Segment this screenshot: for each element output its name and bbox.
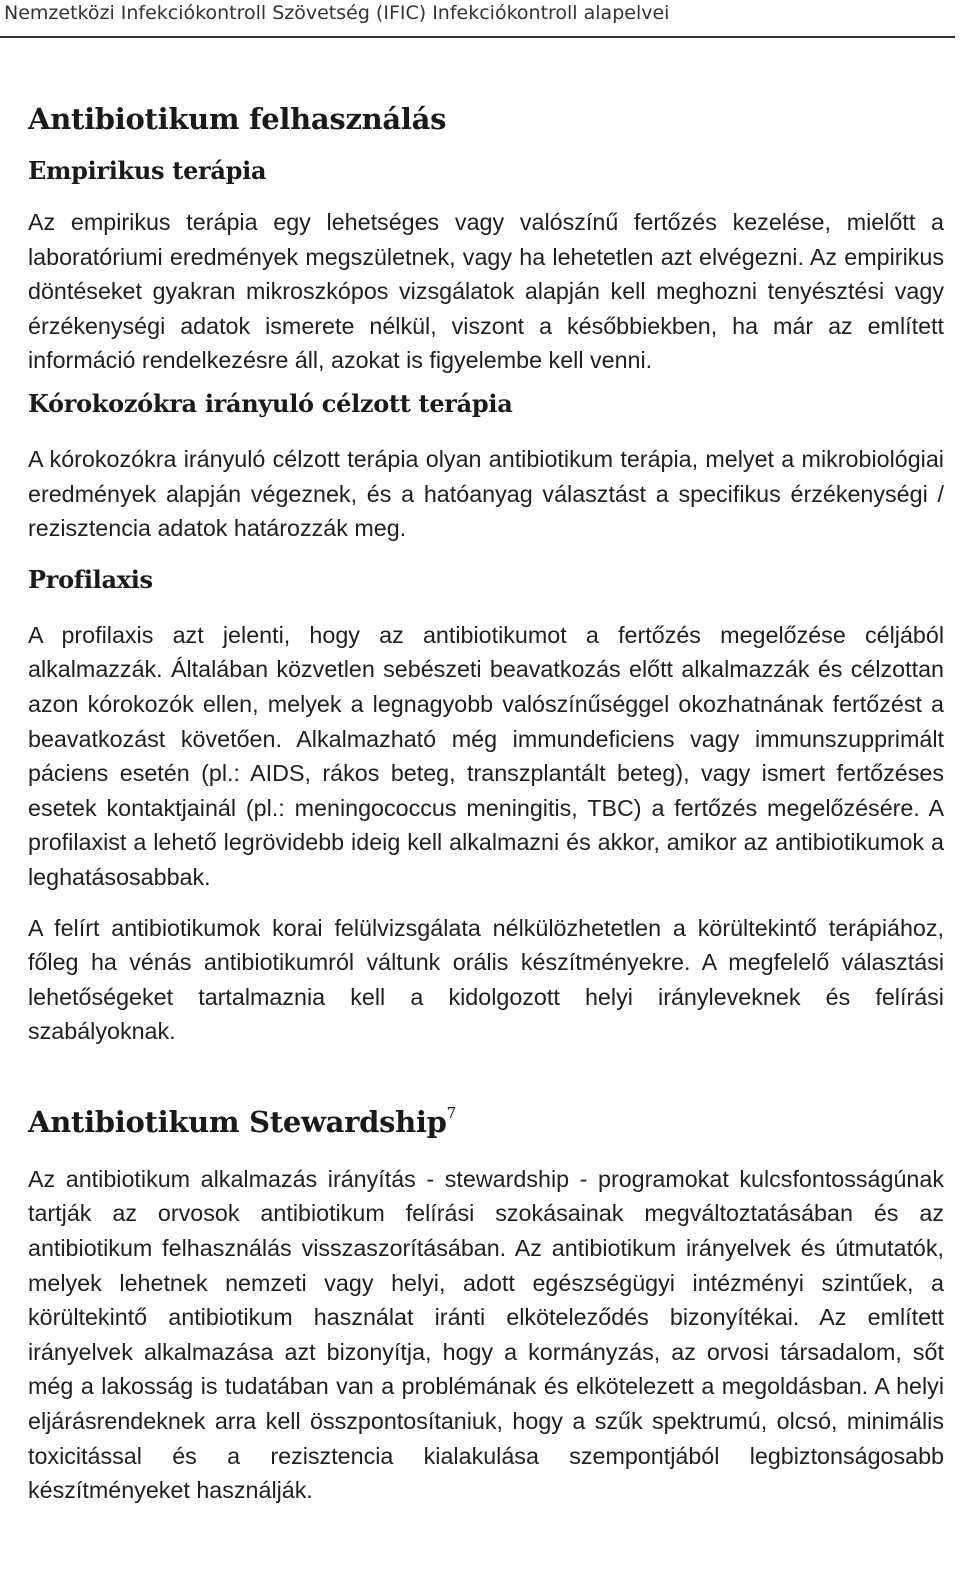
- heading-targeted-therapy: Kórokozókra irányuló célzott terápia: [28, 388, 513, 418]
- stewardship-title-text: Antibiotikum Stewardship: [28, 1104, 447, 1139]
- header-divider: [0, 36, 955, 38]
- paragraph-prescription-review: A felírt antibiotikumok korai felülvizsgálata nélkülözhetetlen a körültekintő terápiához, főleg ha vénás antibiotikumról váltunk orális készítményekre. A megfelelő választási lehetőségeket tartalmaznia kell a kidolgozott helyi irányleveknek és felírási szabályoknak.: [28, 914, 944, 1045]
- document-body: [28, 95, 944, 1508]
- section-title-antibiotic-use: Antibiotikum felhasználás: [28, 102, 447, 136]
- paragraph-targeted-therapy: A kórokozókra irányuló célzott terápia olyan antibiotikum terápia, melyet a mikrobiológiai eredmények alapján végeznek, és a hatóanyag választást a specifikus érzékenységi / rezisztencia adatok határozzák meg.: [28, 445, 944, 542]
- section-title-stewardship: [28, 1089, 944, 1146]
- paragraph-prophylaxis: A profilaxis azt jelenti, hogy az antibiotikumot a fertőzés megelőzése céljából alkalmazzák. Általában közvetlen sebészeti beavatkozás előtt alkalmazzák és célzottan azon kórokozók ellen, melyek a legnagyobb valószínűséggel okozhatnának fertőzést a beavatkozást követően. Alkalmazható még immundeficiens vagy immunszupprimált páciens esetén (pl.: AIDS, rákos beteg, transzplantált beteg), vagy ismert fertőzéses esetek kontaktjainál (pl.: meningococcus meningitis, TBC) a fertőzés megelőzésére. A profilaxist a lehető legrövidebb ideig kell alkalmazni és akkor, amikor az antibiotikumok a leghatásosabbak.: [28, 621, 944, 890]
- footnote-reference[interactable]: 7: [446, 1103, 456, 1122]
- heading-prophylaxis: Profilaxis: [28, 564, 153, 594]
- paragraph-stewardship: Az antibiotikum alkalmazás irányítás - stewardship - programokat kulcsfontosságúnak tartják az orvosok antibiotikum felírási szokásainak megváltoztatásában és az antibiotikum felhasználás visszaszorításában. Az antibiotikum irányelvek és útmutatók, melyek lehetnek nemzeti vagy helyi, adott egészségügyi intézményi szintűek, a körültekintő antibiotikum használat iránti elköteleződés bizonyítékai. Az említett irányelvek alkalmazása azt bizonyítja, hogy a kormányzás, az orvosi társadalom, sőt még a lakosság is tudatában van a problémának és elkötelezett a megoldásban. A helyi eljárásrendeknek arra kell összpontosítaniuk, hogy a szűk spektrumú, olcsó, minimális toxicitással és a rezisztencia kialakulása szempontjából legbiztonságosabb készítményeket használják.: [28, 1165, 944, 1504]
- heading-empiric-therapy: Empirikus terápia: [28, 156, 267, 185]
- paragraph-empiric-therapy: Az empirikus terápia egy lehetséges vagy valószínű fertőzés kezelése, mielőtt a laboratóriumi eredmények megszületnek, vagy ha lehetetlen azt elvégezni. Az empirikus döntéseket gyakran mikroszkópos vizsgálatok alapján kell meghozni tenyésztési vagy érzékenységi adatok ismerete nélkül, viszont a későbbiekben, ha már az említett információ rendelkezésre áll, azokat is figyelembe kell venni.: [28, 209, 944, 374]
- running-header: Nemzetközi Infekciókontroll Szövetség (IFIC) Infekciókontroll alapelvei: [4, 2, 670, 24]
